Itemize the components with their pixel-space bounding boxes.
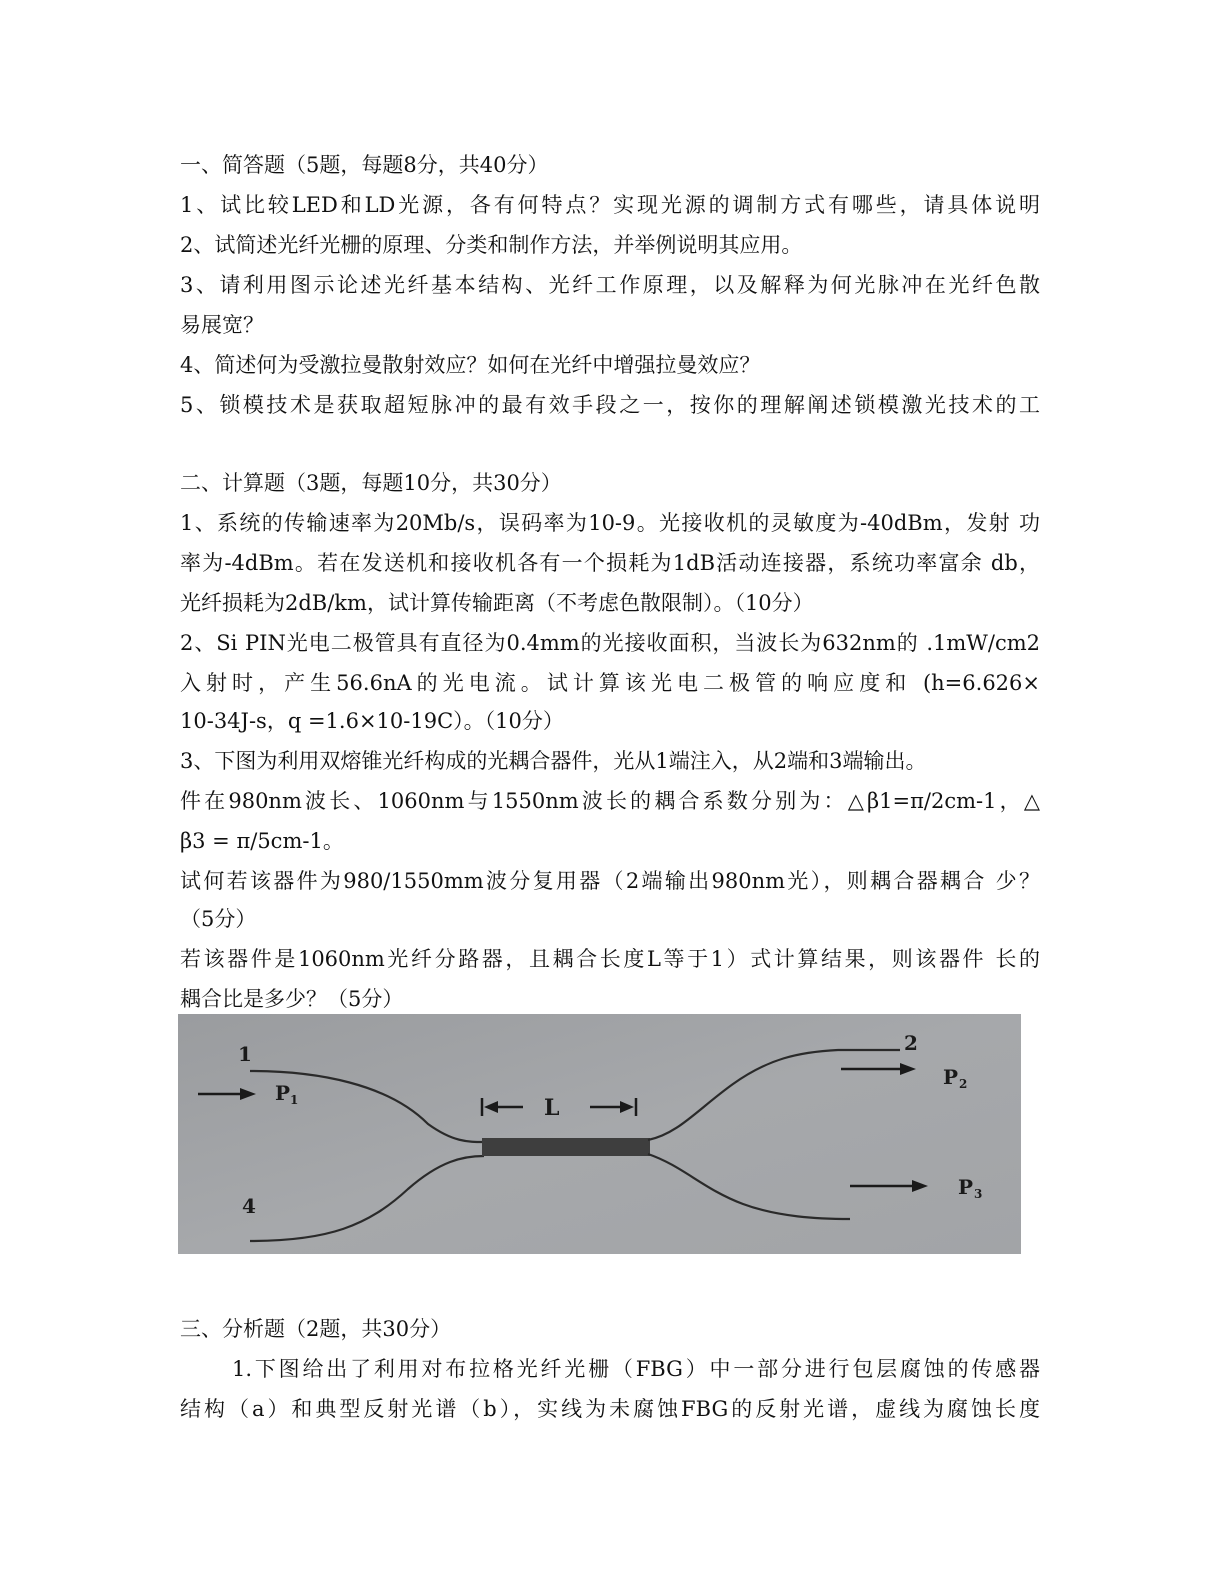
section3-question-1-line2: 结构（a）和典型反射光谱（b），实线为未腐蚀FBG的反射光谱，虚线为腐蚀长度 [180, 1397, 1040, 1421]
coupling-region [482, 1138, 650, 1156]
coupler-diagram [178, 1014, 1021, 1254]
section2-question-3-line6: 若该器件是1060nm光纤分路器，且耦合长度L等于1）式计算结果，则该器件 长的 [180, 947, 1040, 971]
p2-subscript: 2 [959, 1077, 968, 1091]
p3-label: P [958, 1175, 974, 1199]
section2-question-1-line3: 光纤损耗为2dB/km，试计算传输距离（不考虑色散限制）。（10分） [180, 591, 814, 615]
section2-question-2-line2: 入射时，产生56.6nA的光电流。试计算该光电二极管的响应度和 (h=6.626× [180, 671, 1040, 695]
p3-subscript: 3 [974, 1187, 983, 1201]
section2-question-1-line1: 1、系统的传输速率为20Mb/s，误码率为10-9。光接收机的灵敏度为-40dBm，发射 功 [180, 511, 1040, 535]
p2-label: P [943, 1065, 959, 1089]
section2-question-3-line5: （5分） [180, 907, 257, 931]
section3-heading: 三、分析题（2题，共30分） [180, 1317, 452, 1341]
port-2-label: 2 [904, 1031, 918, 1055]
section1-question-4: 4、简述何为受激拉曼散射效应？如何在光纤中增强拉曼效应？ [180, 353, 761, 377]
section2-question-3-line2: 件在980nm波长、1060nm与1550nm波长的耦合系数分别为：△β1=π/2cm-1，△ [180, 789, 1040, 813]
section2-question-3-line4: 试何若该器件为980/1550mm波分复用器（2端输出980nm光），则耦合器耦合 少？ [180, 869, 1040, 893]
section2-question-3-line3: β3 = π/5cm-1。 [180, 829, 344, 853]
section2-question-3-line1: 3、下图为利用双熔锥光纤构成的光耦合器件，光从1端注入，从2端和3端输出。 [180, 749, 927, 773]
port-4-label: 4 [242, 1194, 256, 1218]
p1-subscript: 1 [290, 1093, 299, 1107]
section2-question-3-line7: 耦合比是多少？（5分） [180, 987, 404, 1011]
section1-question-3-line2: 易展宽？ [180, 313, 264, 337]
fused-coupler-figure [178, 1014, 1021, 1254]
section2-question-2-line1: 2、Si PIN光电二极管具有直径为0.4mm的光接收面积，当波长为632nm的 .1mW/cm2 [180, 631, 1040, 655]
section1-heading: 一、简答题（5题，每题8分，共40分） [180, 153, 549, 177]
section1-question-5: 5、锁模技术是获取超短脉冲的最有效手段之一，按你的理解阐述锁模激光技术的工 [180, 393, 1040, 417]
coupling-length-label: L [544, 1095, 560, 1121]
port-1-label: 1 [238, 1042, 252, 1066]
section1-question-3-line1: 3、请利用图示论述光纤基本结构、光纤工作原理，以及解释为何光脉冲在光纤色散 [180, 273, 1040, 297]
section2-question-1-line2: 率为-4dBm。若在发送机和接收机各有一个损耗为1dB活动连接器，系统功率富余 db， [180, 551, 1040, 575]
section2-question-2-line3: 10-34J-s，q =1.6×10-19C）。（10分） [180, 709, 564, 733]
section3-question-1-line1: 1.下图给出了利用对布拉格光纤光栅（FBG）中一部分进行包层腐蚀的传感器 [232, 1357, 1040, 1381]
section1-question-2: 2、试简述光纤光栅的原理、分类和制作方法，并举例说明其应用。 [180, 233, 803, 257]
section2-heading: 二、计算题（3题，每题10分，共30分） [180, 471, 562, 495]
p1-label: P [275, 1081, 291, 1105]
section1-question-1: 1、试比较LED和LD光源，各有何特点？实现光源的调制方式有哪些，请具体说明 [180, 193, 1040, 217]
